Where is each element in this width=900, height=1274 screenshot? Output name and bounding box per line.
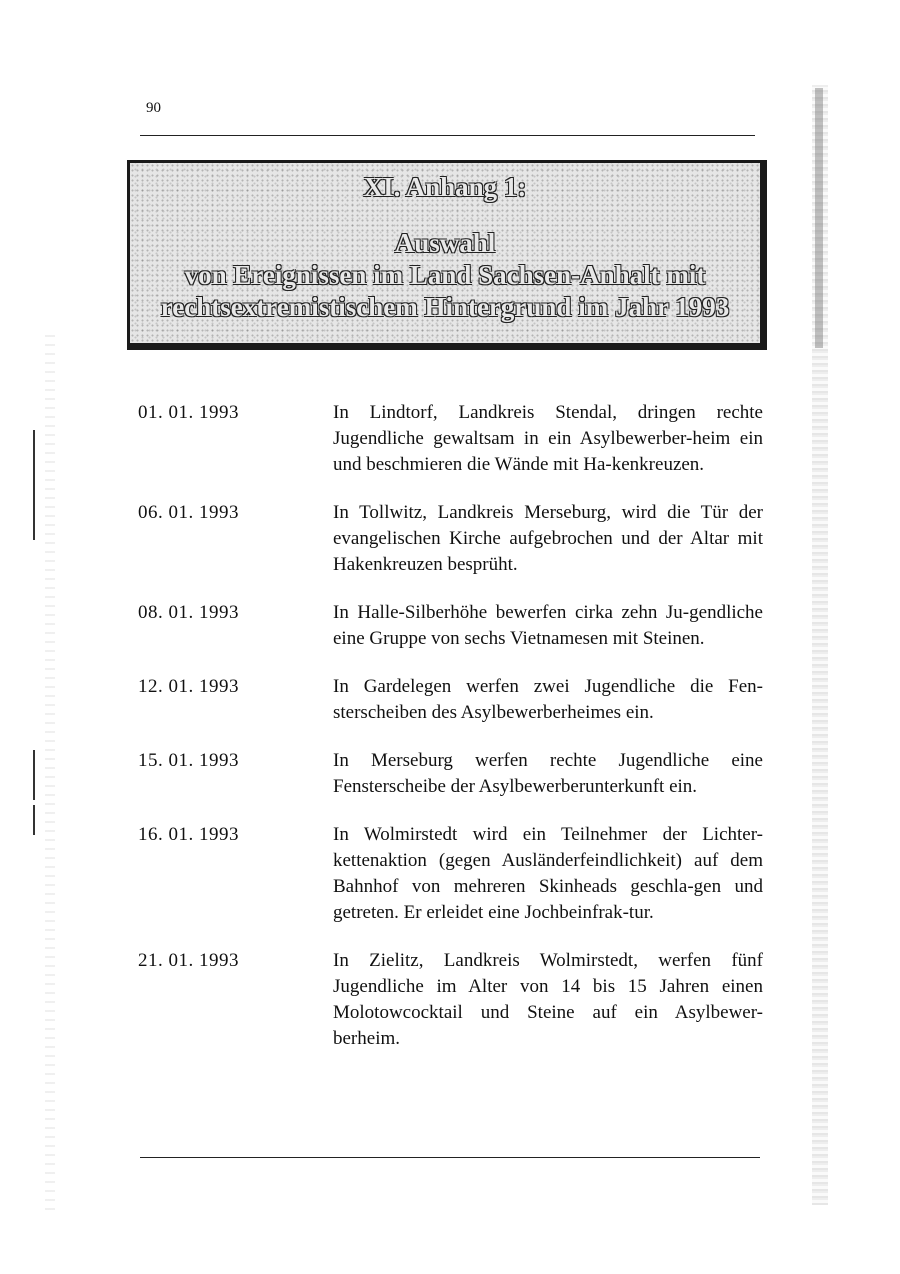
event-date: 16. 01. 1993 — [138, 824, 239, 845]
event-entry — [138, 822, 763, 926]
event-date: 06. 01. 1993 — [138, 502, 239, 523]
event-date: 15. 01. 1993 — [138, 750, 239, 771]
event-date: 21. 01. 1993 — [138, 950, 239, 971]
margin-mark — [33, 805, 35, 835]
event-entry — [138, 748, 763, 800]
event-date: 01. 01. 1993 — [138, 402, 239, 423]
header-rule — [140, 135, 755, 136]
event-entry — [138, 948, 763, 1052]
footer-rule — [140, 1157, 760, 1158]
event-description: In Lindtorf, Landkreis Stendal, dringen rechte Jugendliche gewaltsam in ein Asylbewerber-heim ein und beschmieren die Wände mit Ha-kenkreuzen. — [333, 402, 763, 475]
margin-mark — [33, 430, 35, 540]
event-entry — [138, 500, 763, 578]
event-date: 08. 01. 1993 — [138, 602, 239, 623]
event-description: In Tollwitz, Landkreis Merseburg, wird die Tür der evangelischen Kirche aufgebrochen und der Altar mit Hakenkreuzen besprüht. — [333, 502, 763, 575]
event-list — [138, 400, 763, 1049]
page-number: 90 — [146, 100, 161, 116]
title-line-4: rechtsextremistischem Hintergrund im Jahr 1993 — [160, 292, 730, 322]
event-description: In Gardelegen werfen zwei Jugendliche die Fen-sterscheiben des Asylbewerberheimes ein. — [333, 676, 763, 723]
scan-edge-right-shadow — [815, 88, 823, 348]
event-description: In Halle-Silberhöhe bewerfen cirka zehn Ju-gendliche eine Gruppe von sechs Vietnamesen mit Steinen. — [333, 602, 763, 649]
title-line-3: von Ereignissen im Land Sachsen-Anhalt mit — [184, 260, 706, 290]
scan-edge-left — [45, 330, 55, 1210]
title-box — [127, 160, 767, 350]
margin-mark — [33, 750, 35, 800]
event-description: In Merseburg werfen rechte Jugendliche eine Fensterscheibe der Asylbewerberunterkunft ein. — [333, 750, 763, 797]
event-description: In Zielitz, Landkreis Wolmirstedt, werfen fünf Jugendliche im Alter von 14 bis 15 Jahren einen Molotowcocktail und Steine auf ein Asylbewer-berheim. — [333, 950, 763, 1049]
event-description: In Wolmirstedt wird ein Teilnehmer der Lichter-kettenaktion (gegen Ausländerfeindlichkeit) auf dem Bahnhof von mehreren Skinheads geschla-gen und getreten. Er erleidet eine Jochbeinfrak-tur. — [333, 824, 763, 923]
event-entry — [138, 674, 763, 726]
title-line-1: XI. Anhang 1: — [363, 172, 527, 202]
event-entry — [138, 600, 763, 652]
event-entry — [138, 400, 763, 478]
event-date: 12. 01. 1993 — [138, 676, 239, 697]
title-line-2: Auswahl — [394, 228, 496, 258]
